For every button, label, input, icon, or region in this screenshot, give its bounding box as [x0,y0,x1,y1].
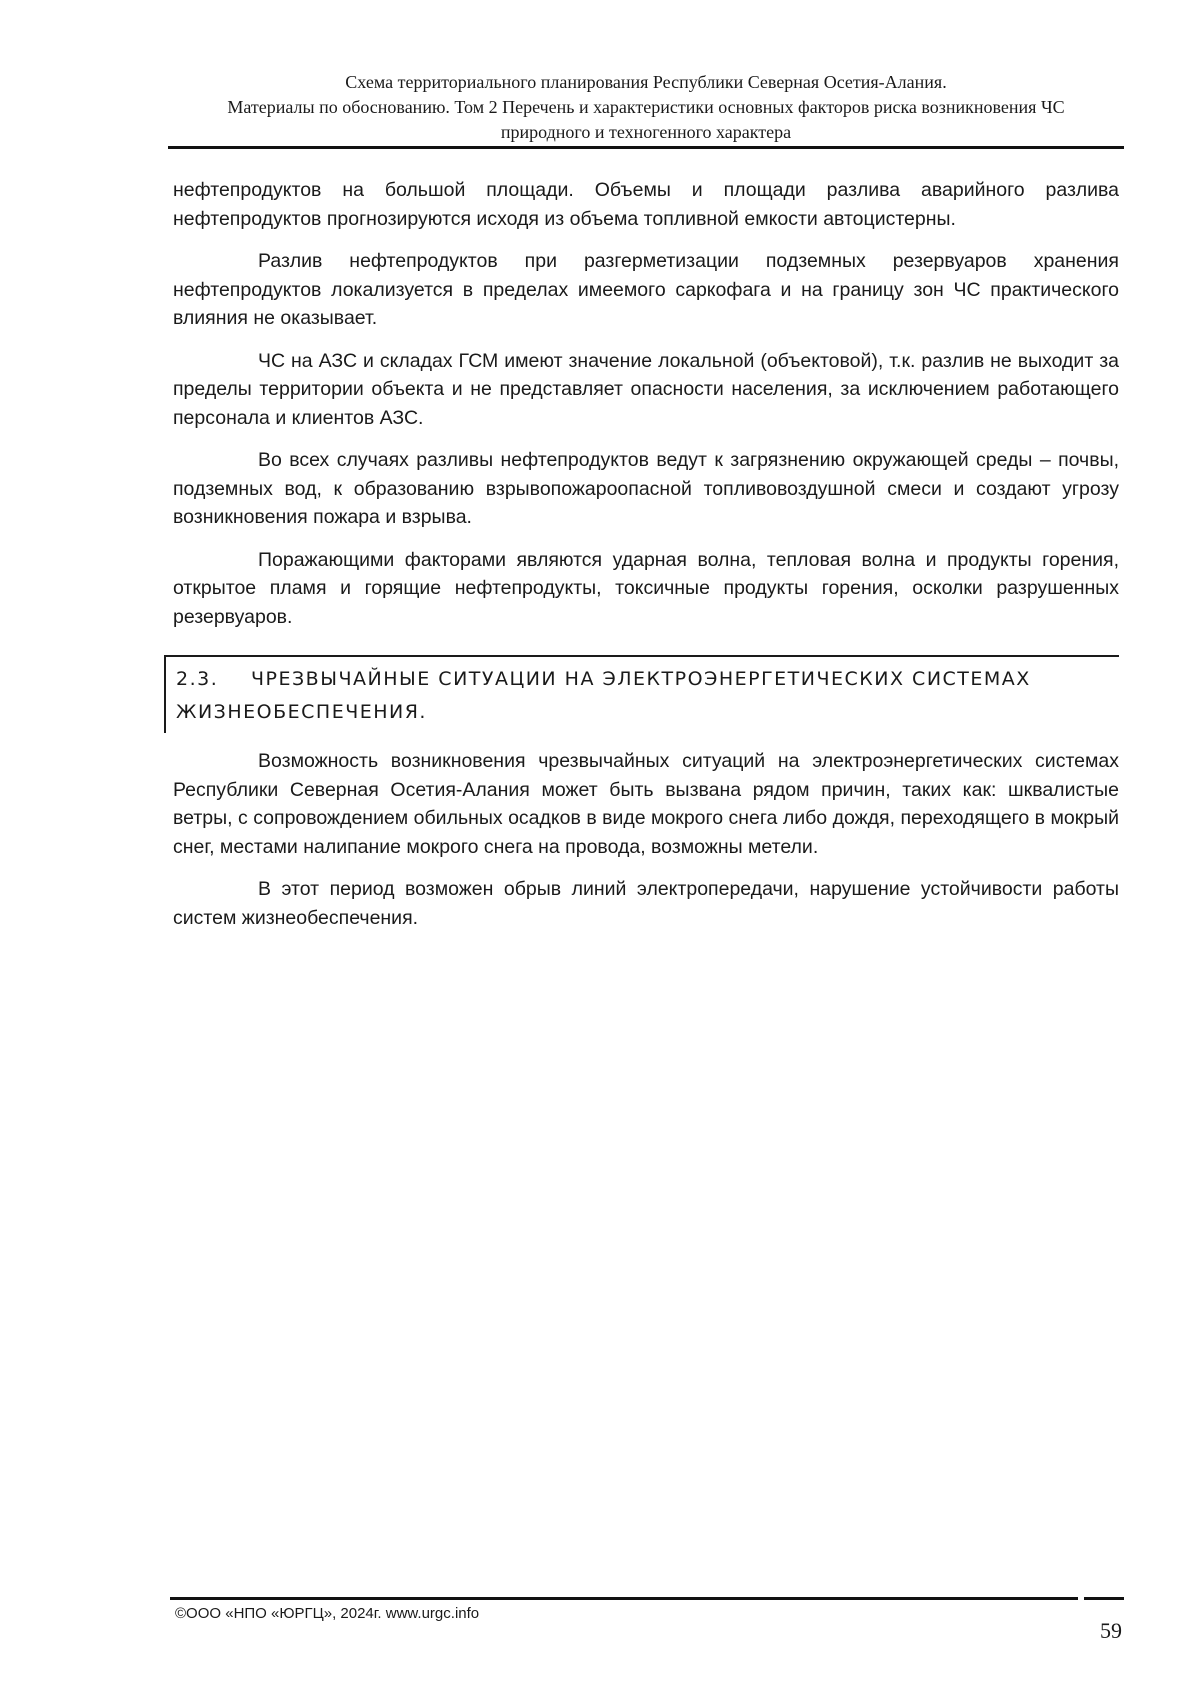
paragraph-gas-stations: ЧС на АЗС и складах ГСМ имеют значение локальной (объектовой), т.к. разлив не выходит за пределы территории объекта и не представляет опасности населения, за исключением работающего персонала и клиентов АЗС. [173,349,1119,429]
paragraph-damage-factors: Поражающими факторами являются ударная волна, тепловая волна и продукты горения, открытое пламя и горящие нефтепродукты, токсичные продукты горения, осколки разрушенных резервуаров. [173,548,1119,628]
header-line-3: природного и техногенного характера [500,122,792,142]
page-header [168,70,1124,145]
footer-divider [170,1597,1124,1600]
header-line-2: Материалы по обоснованию. Том 2 Перечень и характеристики основных факторов риска возникновения ЧС [227,97,1065,117]
document-body [173,176,1119,946]
page-number: 59 [1100,1618,1122,1643]
section-title: ЧРЕЗВЫЧАЙНЫЕ СИТУАЦИИ НА ЭЛЕКТРОЭНЕРГЕТИЧЕСКИХ СИСТЕМАХ ЖИЗНЕОБЕСПЕЧЕНИЯ. [176,668,1031,723]
section-number: 2.3. [176,668,219,690]
paragraph-power-causes: Возможность возникновения чрезвычайных ситуаций на электроэнергетических системах Республики Северная Осетия-Алания может быть вызвана рядом причин, таких как: шквалистые ветры, с сопровождением обильных осадков в виде мокрого снега либо дождя, переходящего в мокрый снег, местами налипание мокрого снега на провода, возможны метели. [173,750,1119,858]
header-divider [168,146,1124,149]
section-heading [164,655,1119,733]
paragraph-power-consequences: В этот период возможен обрыв линий электропередачи, нарушение устойчивости работы систем жизнеобеспечения. [173,878,1119,929]
paragraph-continuation: нефтепродуктов на большой площади. Объемы и площади разлива аварийного разлива нефтепродуктов прогнозируются исходя из объема топливной емкости автоцистерны. [173,179,1119,230]
paragraph-pollution: Во всех случаях разливы нефтепродуктов ведут к загрязнению окружающей среды – почвы, подземных вод, к образованию взрывопожароопасной топливовоздушной смеси и создают угрозу возникновения пожара и взрыва. [173,449,1119,528]
paragraph-underground-tanks: Разлив нефтепродуктов при разгерметизации подземных резервуаров хранения нефтепродуктов локализуется в пределах имеемого саркофага и на границу зон ЧС практического влияния не оказывает. [173,250,1119,329]
header-line-1: Схема территориального планирования Республики Северная Осетия-Алания. [345,72,947,92]
footer-copyright: ©ООО «НПО «ЮРГЦ», 2024г. www.urgc.info [175,1605,480,1622]
